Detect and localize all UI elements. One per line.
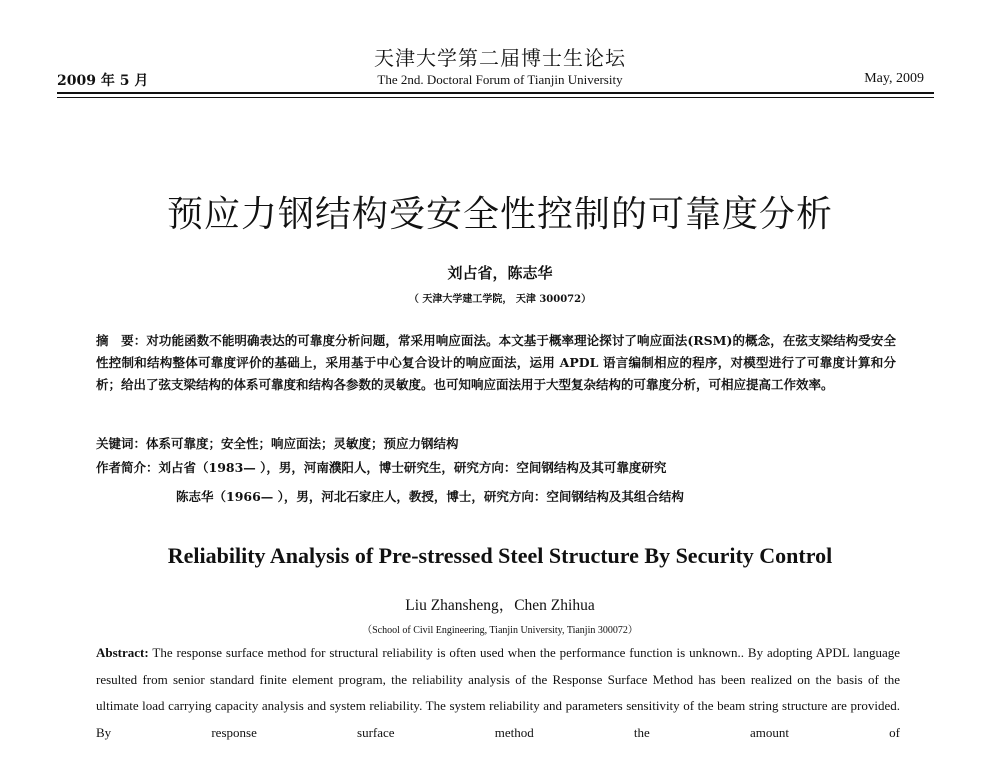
affiliation-en: （School of Civil Engineering, Tianjin University, Tianjin 300072） xyxy=(362,625,638,636)
authors-en: Liu Zhansheng，Chen Zhihua xyxy=(405,597,595,614)
authors-cn: 刘占省，陈志华 xyxy=(447,264,553,282)
author-bio-2: 陈志华（1966— ），男，河北石家庄人，教授，博士，研究方向：空间钢结构及其组合结构 xyxy=(176,489,684,504)
issue-date-cn: 2009 年 5 月 xyxy=(57,73,149,89)
keywords-cn xyxy=(96,434,896,452)
header-rule-thin xyxy=(57,97,934,98)
abstract-cn-label: 摘 要： xyxy=(96,333,147,348)
journal-title-cn: 天津大学第二届博士生论坛 xyxy=(374,46,626,70)
author-bio-1-text: 刘占省（1983— ），男，河南濮阳人，博士研究生，研究方向：空间钢结构及其可靠度研究 xyxy=(158,460,667,475)
journal-title-en: The 2nd. Doctoral Forum of Tianjin University xyxy=(377,72,623,87)
author-bio-label: 作者简介： xyxy=(96,460,159,475)
paper-title-cn: 预应力钢结构受安全性控制的可靠度分析 xyxy=(166,194,833,235)
keywords-cn-text: 体系可靠度；安全性；响应面法；灵敏度；预应力钢结构 xyxy=(146,436,459,451)
affiliation-cn: （ 天津大学建工学院， 天津 300072） xyxy=(408,294,592,305)
issue-date-en: May, 2009 xyxy=(864,71,924,86)
header-rule-thick xyxy=(57,92,934,94)
abstract-cn-text: 对功能函数不能明确表达的可靠度分析问题，常采用响应面法。本文基于概率理论探讨了响应面法(RSM)的概念，在弦支梁结构受安全性控制和结构整体可靠度评价的基础上，采用基于中心复合设计的响应面法，运用 APDL 语言编制相应的程序，对模型进行了可靠度计算和分析；给出了弦支梁结构的体系可靠度和结构各参数的灵敏度。也可知响应面法用于大型复杂结构的可靠度分析，可相应提高工作效率。 xyxy=(96,333,896,392)
abstract-cn xyxy=(96,330,896,396)
keywords-cn-label: 关键词： xyxy=(96,436,147,451)
abstract-en-label: Abstract: xyxy=(96,645,149,660)
abstract-en xyxy=(96,640,900,746)
paper-title-en: Reliability Analysis of Pre-stressed Steel Structure By Security Control xyxy=(167,543,833,568)
abstract-en-text: The response surface method for structural reliability is often used when the performance function is unknown.. By adopting APDL language resulted from senior standard finite element program, the reliability analysis of the Response Surface Method has been realized on the basis of the ultimate load carrying capacity analysis and system reliability. The system reliability and parameters sensitivity of the beam string structure are provided. By response surface method the amount of xyxy=(96,645,900,740)
author-bio-1 xyxy=(96,458,896,476)
